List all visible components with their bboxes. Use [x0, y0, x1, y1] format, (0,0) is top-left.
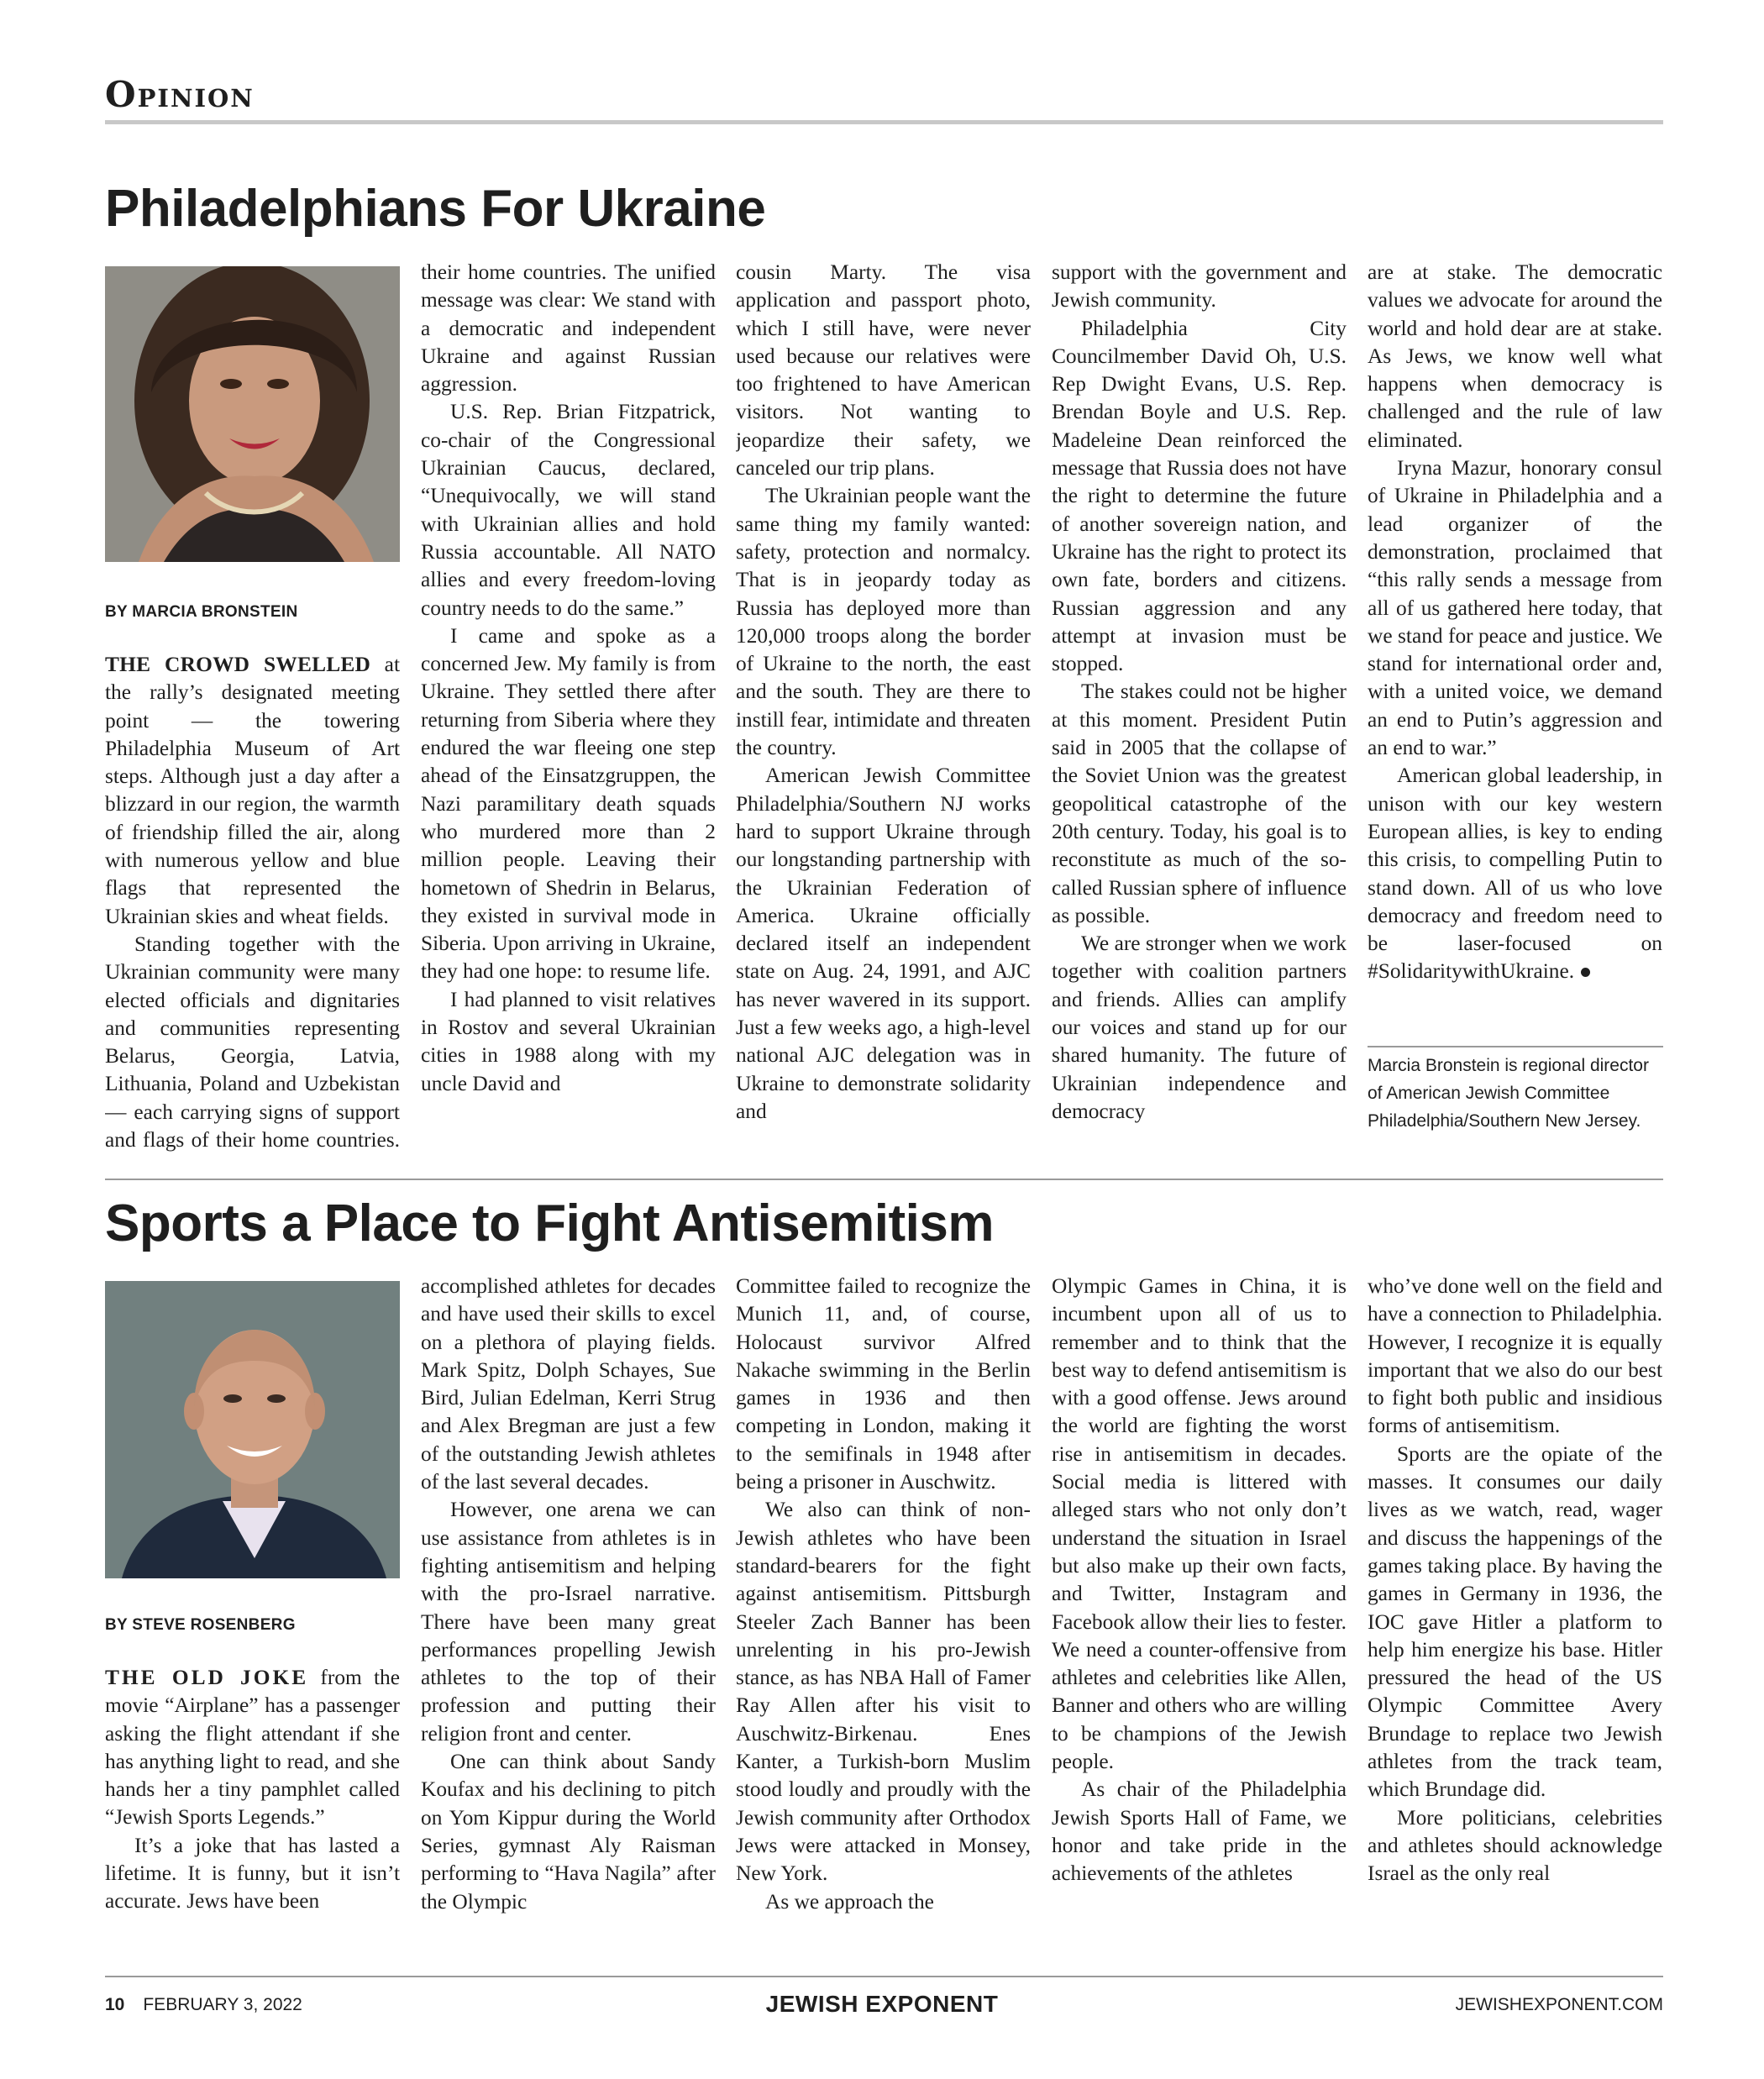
article1-paragraph-7-cont: support with the government and Jewish community.	[1052, 260, 1347, 312]
article2-paragraph-6-cont: Olympic Games in China, it is incumbent upon all of us to remember and to think that the best way to defend antisemitism is with a good offense. Jews around the world are fighting the worst rise in antisemitism in decades. Social media is littered with alleged stars who not only don’t understand the situation in Israel but also make up their own facts, and Twitter, Instagram and Facebook allow their lies to fester. We need a counter-offensive from athletes and celebrities like Allen, Banner and others who are willing to be champions of the Jewish people.	[1052, 1274, 1347, 1774]
article1-column-1	[105, 651, 400, 1155]
page-number: 10	[105, 1995, 125, 2014]
article1-paragraph-11: Iryna Mazur, honorary consul of Ukraine in Philadelphia and a lead organizer of the demonstration, proclaimed that “this rally sends a message from all of us gathered here today, that we stand for peace and justice. We stand for international order and, with a united voice, we demand an end to Putin’s aggression and an end to war.”	[1368, 456, 1662, 760]
article2-column-2	[421, 1273, 716, 1945]
article2-paragraph-6-start: As we approach the	[765, 1889, 934, 1914]
article2-paragraph-4-start: One can think about Sandy Koufax and his declining to pitch on Yom Kippur during the World Series, gymnast Aly Raisman performing to “Hava Nagila” after the Olympic	[421, 1750, 716, 1914]
article1-column-3	[736, 259, 1031, 1155]
article1-paragraph-7-start: American Jewish Committee Philadelphia/Southern NJ works hard to support Ukraine through our longstanding partnership with the Ukrainian Federation of America. Ukraine officially declared itself an independent state on Aug. 24, 1991, and AJC has never wavered in its support. Just a few weeks ago, a high-level national AJC delegation was in Ukraine to demonstrate solidarity and	[736, 764, 1031, 1123]
footer-rule	[105, 1976, 1663, 1977]
article2-paragraph-9: More politicians, celebrities and athletes should acknowledge Israel as the only real	[1368, 1805, 1662, 1886]
article2-paragraph-5: We also can think of non-Jewish athletes who have been standard-bearers for the fight against antisemitism. Pittsburgh Steeler Zach Banner has been unrelenting in his pro-Jewish stance, as has NBA Hall of Famer Ray Allen after his visit to Auschwitz-Birkenau. Enes Kanter, a Turkish-born Muslim stood loudly and proudly with the Jewish community after Orthodox Jews were attacked in Monsey, New York.	[736, 1498, 1031, 1886]
article2-paragraph-2-cont: accomplished athletes for decades and have used their skills to excel on a plethora of playing fields. Mark Spitz, Dolph Schayes, Sue Bird, Julian Edelman, Kerri Strug and Alex Bregman are just a few of the outstanding Jewish athletes of the last several decades.	[421, 1274, 716, 1494]
article2-lead-in: THE OLD JOKE	[105, 1666, 309, 1689]
article1-paragraph-10-cont: are at stake. The democratic values we advocate for around the world and hold dear are at stake. As Jews, we know well what happens when democracy is challenged and the rule of law eliminated.	[1368, 260, 1662, 452]
article2-paragraph-7-cont: who’ve done well on the field and have a connection to Philadelphia. However, I recognize it is equally important that we also do our best to fight both public and insidious forms of antisemitism.	[1368, 1274, 1662, 1438]
article1-paragraph-12-text: American global leadership, in unison with our key western European allies, is key to ending this crisis, to compelling Putin to stand down. All of us who love democracy and freedom need to be laser-focused on #SolidaritywithUkraine.	[1368, 764, 1662, 984]
website-link[interactable]: JEWISHEXPONENT.COM	[1455, 1995, 1663, 2014]
article2-byline: BY STEVE ROSENBERG	[105, 1616, 296, 1634]
article2-paragraph-3: However, one arena we can use assistance from athletes is in fighting antisemitism and helping with the pro-Israel narrative. There have been many great performances propelling Jewish athletes to the top of their profession and putting their religion front and center.	[421, 1498, 716, 1746]
section-rule	[105, 120, 1663, 124]
article1-paragraph-5-start: I had planned to visit relatives in Rostov and several Ukrainian cities in 1988 along with my uncle David and	[421, 987, 716, 1095]
article2-paragraph-7-start: As chair of the Philadelphia Jewish Sports Hall of Fame, we honor and take pride in the achievements of the athletes	[1052, 1777, 1347, 1886]
article2-column-1	[105, 1664, 400, 1945]
article1-paragraph-2-cont: their home countries. The unified message was clear: We stand with a democratic and independent Ukraine and against Russian aggression.	[421, 260, 716, 396]
article1-paragraph-8: Philadelphia City Councilmember David Oh, U.S. Rep Dwight Evans, U.S. Rep. Brendan Boyle and U.S. Rep. Madeleine Dean reinforced the message that Russia does not have the right to determine the future of another sovereign nation, and Ukraine has the right to protect its own fate, borders and citizens. Russian aggression and any attempt at invasion must be stopped.	[1052, 316, 1347, 676]
article1-paragraph-6: The Ukrainian people want the same thing my family wanted: safety, protection and normalcy. That is in jeopardy today as Russia has deployed more than 120,000 troops along the border of Ukraine to the north, the east and the south. They are there to instill fear, intimidate and threaten the country.	[736, 484, 1031, 760]
article1-paragraph-3: U.S. Rep. Brian Fitzpatrick, co-chair of the Congressional Ukrainian Caucus, declared, “Unequivocally, we will stand with Ukrainian allies and hold Russia accountable. All NATO allies and every freedom-loving country needs to do the same.”	[421, 400, 716, 620]
author-photo-marcia-bronstein	[105, 266, 400, 562]
article2-column-5	[1368, 1273, 1662, 1945]
article1-paragraph-9: The stakes could not be higher at this moment. President Putin said in 2005 that the collapse of the Soviet Union was the greatest geopolitical catastrophe of the 20th century. Today, his goal is to reconstitute as much of the so-called Russian sphere of influence as possible.	[1052, 680, 1347, 927]
article2-paragraph-1	[105, 1664, 400, 1832]
issue-date: FEBRUARY 3, 2022	[143, 1995, 302, 2014]
article2-paragraph-1-text: from the movie “Airplane” has a passenger asking the flight attendant if she has anything light to read, and she hands her a tiny pamphlet called “Jewish Sports Legends.”	[105, 1666, 400, 1830]
section-label: Opinion	[105, 74, 255, 115]
article1-column-4	[1052, 259, 1347, 1155]
article1-author-bio: Marcia Bronstein is regional director of American Jewish Committee Philadelphia/Southern New Jersey.	[1368, 1056, 1649, 1131]
article1-paragraph-1	[105, 651, 400, 931]
article-divider	[105, 1179, 1663, 1180]
article1-paragraph-4: I came and spoke as a concerned Jew. My family is from Ukraine. They settled there after returning from Siberia where they endured the war fleeing one step ahead of the Einsatzgruppen, the Nazi paramilitary death squads who murdered more than 2 million people. Leaving their hometown of Shedrin in Belarus, they existed in survival mode in Siberia. Upon arriving in Ukraine, they had one hope: to resume life.	[421, 623, 716, 984]
article1-byline: BY MARCIA BRONSTEIN	[105, 603, 298, 621]
article2-headline: Sports a Place to Fight Antisemitism	[105, 1194, 995, 1252]
article2-paragraph-8: Sports are the opiate of the masses. It consumes our daily lives as we watch, read, wager and discuss the happenings of the games taking place. By having the games in Germany in 1936, the IOC gave Hitler a platform to help him energize his base. Hitler pressured the head of the US Olympic Committee Avery Brundage to replace two Jewish athletes from the track team, which Brundage did.	[1368, 1441, 1662, 1802]
article1-paragraph-12	[1368, 762, 1662, 985]
article1-column-5	[1368, 259, 1662, 1048]
article2-column-4	[1052, 1273, 1347, 1945]
article1-paragraph-2: Standing together with the Ukrainian community were many elected officials and dignitaries and communities representing Belarus, Georgia, Latvia, Lithuania, Poland and Uzbekistan — each carrying signs of support and flags of their home countries.	[105, 932, 400, 1152]
article2-paragraph-2-start: It’s a joke that has lasted a lifetime. It is funny, but it isn’t accurate. Jews have been	[105, 1833, 400, 1914]
publication-name: JEWISH EXPONENT	[765, 1991, 999, 2017]
article1-paragraph-10-start: We are stronger when we work together with coalition partners and friends. Allies can amplify our voices and stand up for our shared humanity. The future of Ukrainian independence and democracy	[1052, 932, 1347, 1123]
author-photo-steve-rosenberg	[105, 1281, 400, 1578]
article1-paragraph-1-text: at the rally’s designated meeting point — the towering Philadelphia Museum of Art steps. Although just a day after a blizzard in our region, the warmth of friendship filled the air, along with numerous yellow and blue flags that represented the Ukrainian skies and wheat fields.	[105, 653, 400, 928]
article1-headline: Philadelphians For Ukraine	[105, 180, 766, 238]
end-mark-icon	[1581, 968, 1590, 977]
bio-rule	[1368, 1046, 1663, 1047]
article1-lead-in: THE CROWD SWELLED	[105, 653, 371, 676]
article1-column-2-text	[421, 259, 716, 1155]
article2-paragraph-4-cont: Committee failed to recognize the Munich 11, and, of course, Holocaust survivor Alfred Nakache swimming in the Berlin games in 1936 and then competing in London, making it to the semifinals in 1948 after being a prisoner in Auschwitz.	[736, 1274, 1031, 1494]
article2-column-3	[736, 1273, 1031, 1945]
article1-paragraph-5-cont: cousin Marty. The visa application and passport photo, which I still have, were never used because our relatives were too frightened to have American visitors. Not wanting to jeopardize their safety, we canceled our trip plans.	[736, 260, 1031, 480]
